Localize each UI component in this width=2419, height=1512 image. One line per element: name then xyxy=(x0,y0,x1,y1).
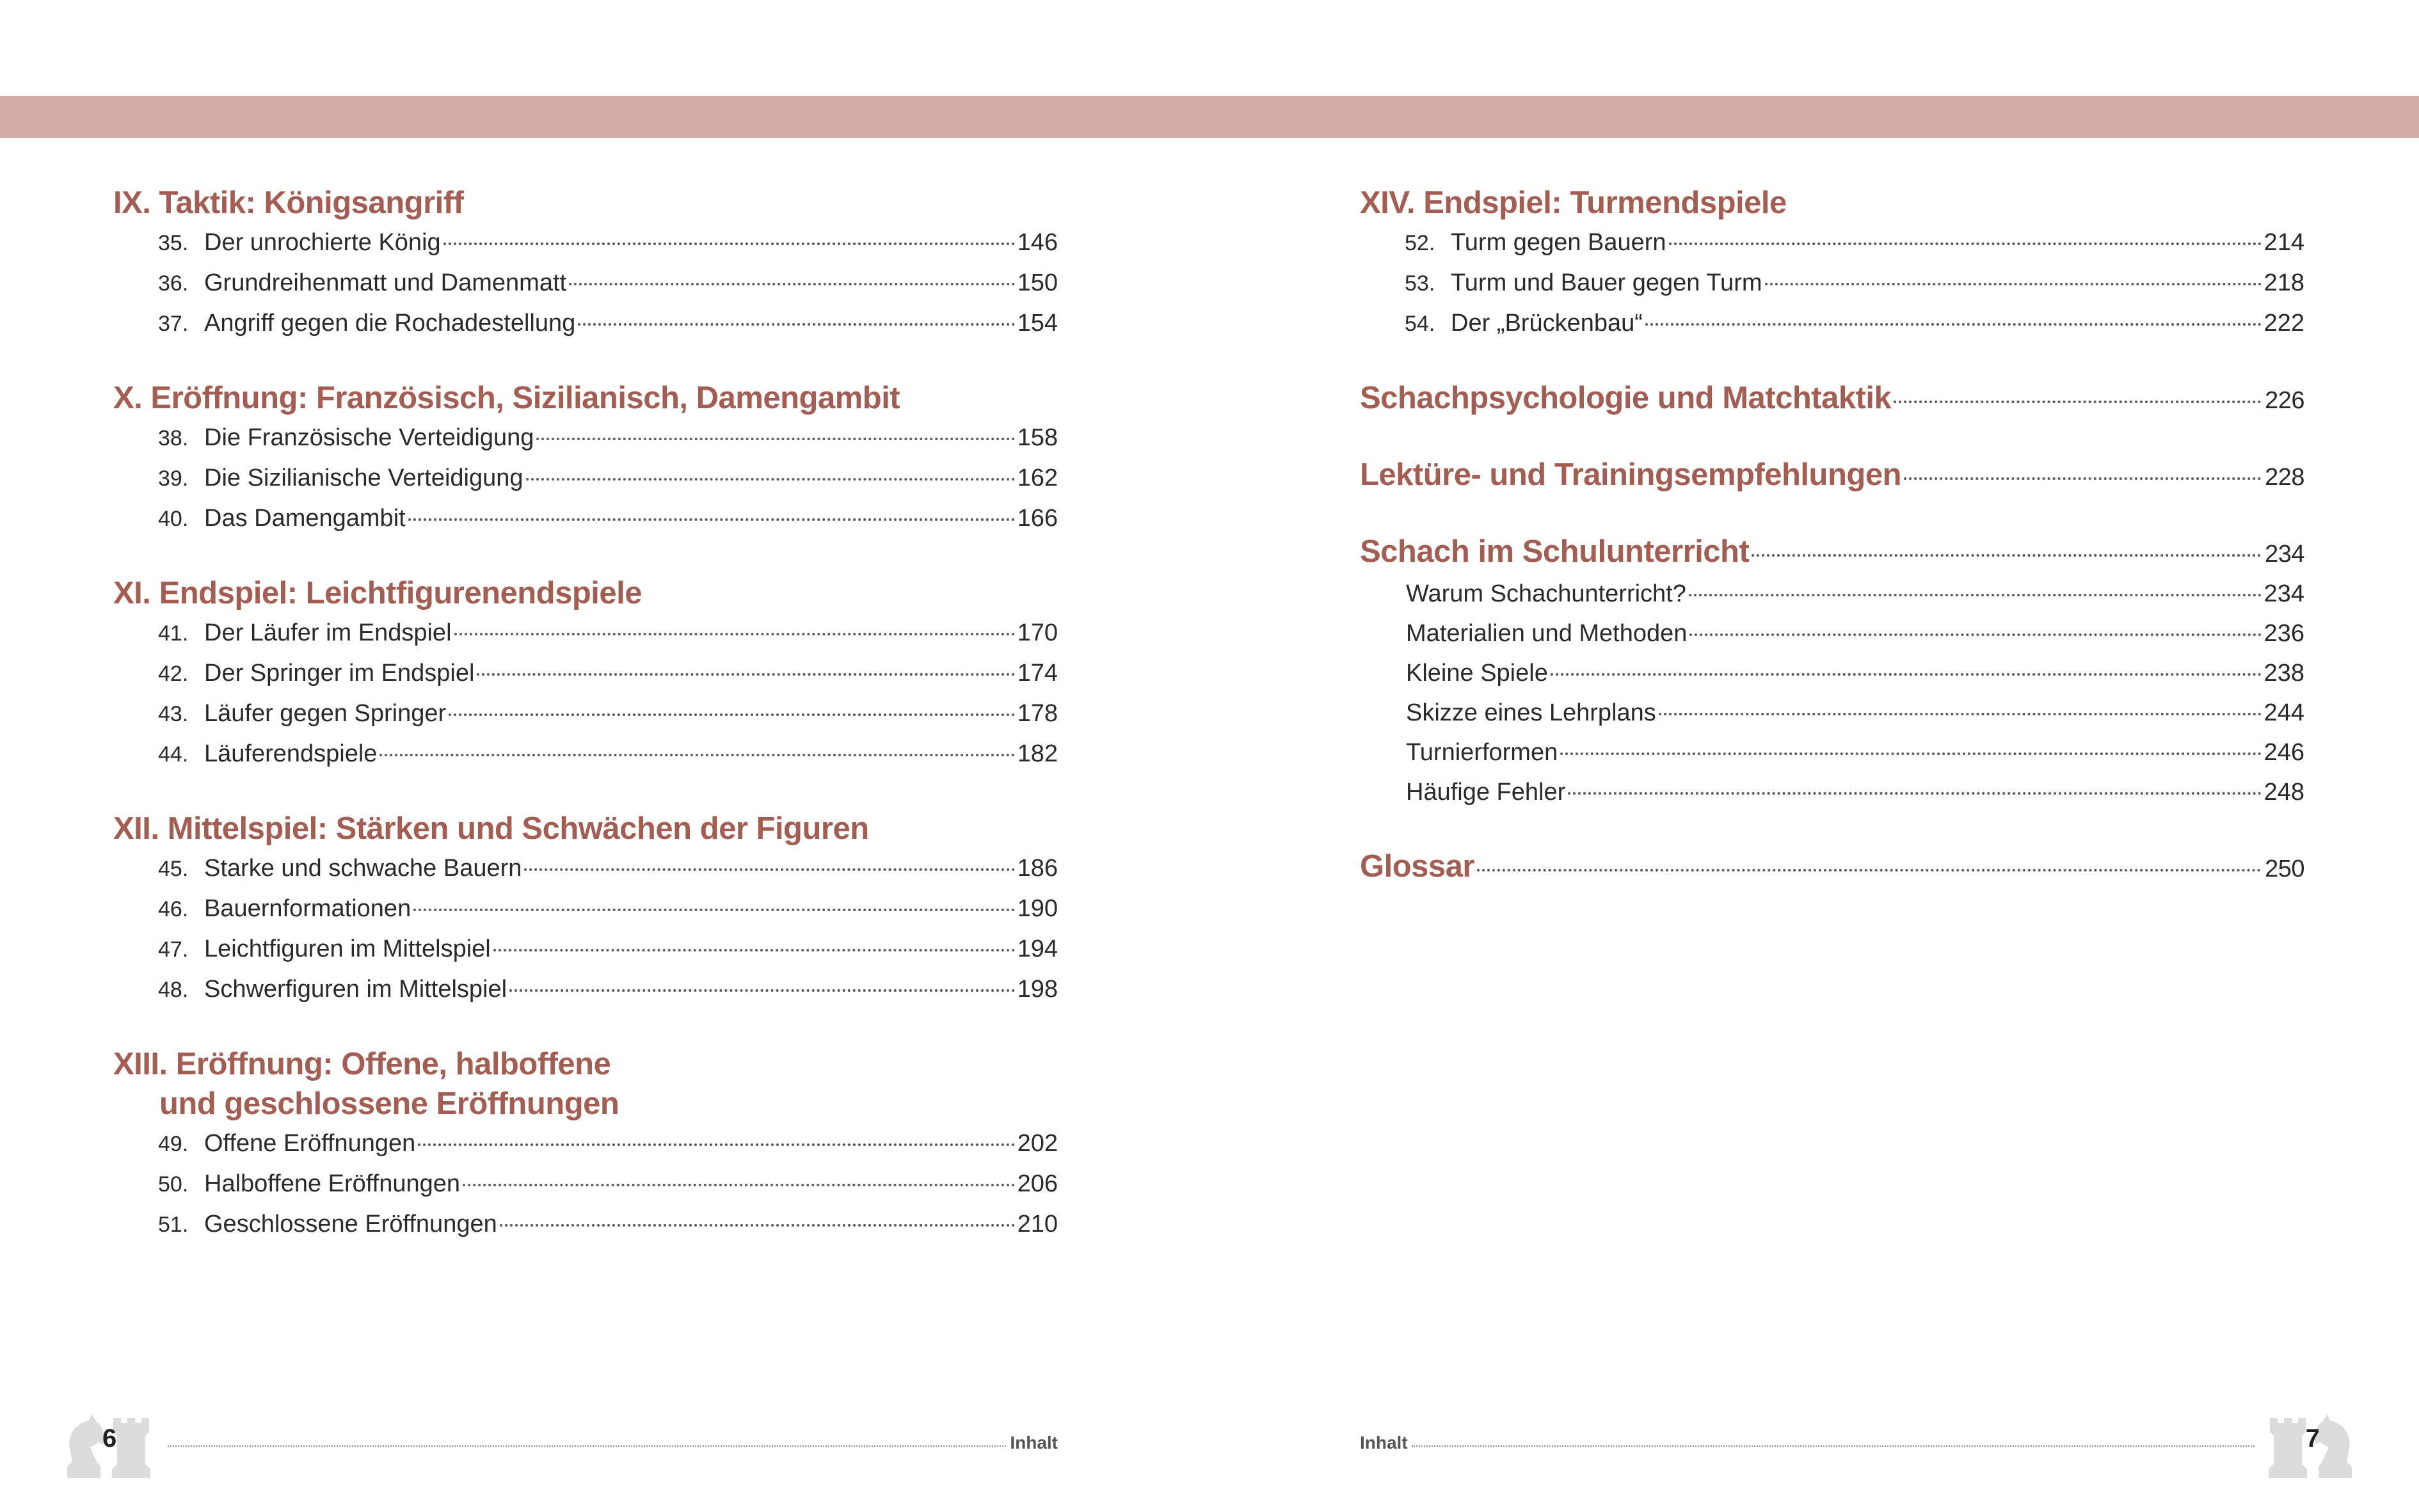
entry-page: 236 xyxy=(2263,620,2304,647)
entry-title: Grundreihenmatt und Damenmatt xyxy=(204,269,567,296)
entry-title: Der Springer im Endspiel xyxy=(204,660,475,687)
entry-page: 194 xyxy=(1017,935,1058,962)
entry-page: 150 xyxy=(1017,269,1058,296)
entry-page: 206 xyxy=(1017,1170,1058,1197)
entry-number: 51. xyxy=(158,1213,189,1237)
entry-number: 53. xyxy=(1405,271,1435,296)
toc-entry[interactable] xyxy=(113,263,1058,303)
dot-leader xyxy=(1551,673,2262,676)
entry-title: Turm gegen Bauern xyxy=(1451,229,1666,256)
entry-number: 40. xyxy=(158,507,189,531)
entry-number: 35. xyxy=(158,231,189,255)
entry-page: 238 xyxy=(2263,660,2304,687)
dot-leader xyxy=(1894,401,2261,403)
entry-number: 50. xyxy=(158,1172,189,1197)
entry-title: Turnierformen xyxy=(1406,739,1558,766)
toc-entry[interactable] xyxy=(113,653,1058,694)
toc-section xyxy=(113,1044,1058,1245)
dot-leader xyxy=(524,868,1014,871)
toc-entry[interactable] xyxy=(113,498,1058,539)
entry-page: 182 xyxy=(1017,740,1058,767)
section-heading-line2: und geschlossene Eröffnungen xyxy=(159,1086,619,1121)
toc-section xyxy=(1360,378,2304,420)
section-heading-line1: XIII. Eröffnung: Offene, halboffene xyxy=(113,1047,611,1081)
toc-entry[interactable] xyxy=(113,613,1058,653)
entry-page: 248 xyxy=(2263,779,2304,806)
dot-leader xyxy=(526,478,1015,481)
section-heading[interactable]: XII. Mittelspiel: Stärken und Schwächen der Figuren xyxy=(113,811,869,846)
entry-number: 42. xyxy=(158,662,189,686)
toc-section xyxy=(1360,847,2304,889)
toc-entry[interactable] xyxy=(113,1204,1058,1245)
entry-title: Skizze eines Lehrplans xyxy=(1406,699,1656,726)
header-band xyxy=(0,96,2419,138)
page-number: 6 xyxy=(102,1424,117,1452)
section-heading[interactable] xyxy=(113,1044,1058,1124)
entry-number: 54. xyxy=(1405,312,1435,336)
dot-leader xyxy=(477,673,1014,676)
entry-page: 202 xyxy=(1017,1130,1058,1157)
toc-section xyxy=(113,378,1058,539)
entry-number: 41. xyxy=(158,621,189,646)
entry-page: 158 xyxy=(1017,424,1058,451)
entry-title: Häufige Fehler xyxy=(1406,779,1566,806)
dot-leader xyxy=(1560,752,2261,755)
entry-number: 38. xyxy=(158,426,189,450)
toc-section xyxy=(113,183,1058,344)
entry-title: Kleine Spiele xyxy=(1406,660,1548,687)
footer-label: Inhalt xyxy=(1360,1433,1408,1452)
toc-entry[interactable] xyxy=(113,694,1058,734)
entry-number: 49. xyxy=(158,1132,189,1156)
dot-leader xyxy=(408,518,1015,521)
dot-leader xyxy=(379,754,1014,756)
entry-page: 210 xyxy=(1017,1211,1058,1237)
entry-page: 234 xyxy=(2265,541,2304,568)
dot-leader xyxy=(578,323,1014,326)
section-heading[interactable]: XI. Endspiel: Leichtfigurenendspiele xyxy=(113,576,643,610)
footer-dot-leader xyxy=(168,1445,1006,1447)
entry-title: Warum Schachunterricht? xyxy=(1406,580,1686,607)
toc-entry[interactable] xyxy=(1360,223,2304,263)
entry-page: 214 xyxy=(2263,229,2304,256)
dot-leader xyxy=(509,989,1015,992)
dot-leader xyxy=(454,633,1015,635)
toc-entry[interactable] xyxy=(113,734,1058,774)
toc-entry[interactable] xyxy=(1360,303,2304,344)
dot-leader xyxy=(1477,869,2261,871)
toc-entry[interactable] xyxy=(1360,574,2304,614)
toc-entry[interactable] xyxy=(113,848,1058,889)
entry-page: 218 xyxy=(2263,269,2304,296)
entry-title: Der Läufer im Endspiel xyxy=(204,619,452,646)
dot-leader xyxy=(463,1184,1015,1186)
entry-title: Materialien und Methoden xyxy=(1406,620,1688,647)
dot-leader xyxy=(493,949,1015,951)
entry-page: 154 xyxy=(1017,310,1058,337)
entry-page: 234 xyxy=(2263,580,2304,607)
entry-title: Die Französische Verteidigung xyxy=(204,424,534,451)
footer-label: Inhalt xyxy=(1010,1433,1058,1452)
section-heading-title: Glossar xyxy=(1360,849,1474,884)
section-heading-title: Lektüre- und Trainingsempfehlungen xyxy=(1360,458,1902,492)
entry-number: 52. xyxy=(1405,231,1435,255)
entry-page: 198 xyxy=(1017,976,1058,1003)
entry-page: 228 xyxy=(2265,464,2304,491)
entry-page: 162 xyxy=(1017,465,1058,491)
section-heading[interactable] xyxy=(1360,847,2304,889)
toc-entry[interactable] xyxy=(1360,653,2304,693)
entry-title: Der „Brückenbau“ xyxy=(1451,310,1643,337)
dot-leader xyxy=(1659,713,2262,715)
toc-entry[interactable] xyxy=(113,1124,1058,1164)
toc-left-page xyxy=(113,183,1058,1279)
toc-section xyxy=(1360,532,2304,812)
entry-title: Starke und schwache Bauern xyxy=(204,855,522,882)
entry-title: Leichtfiguren im Mittelspiel xyxy=(204,935,491,962)
entry-title: Geschlossene Eröffnungen xyxy=(204,1211,497,1237)
entry-page: 186 xyxy=(1017,855,1058,882)
section-heading-title: Schachpsychologie und Matchtaktik xyxy=(1360,381,1892,415)
entry-page: 244 xyxy=(2263,699,2304,726)
toc-entry[interactable] xyxy=(1360,733,2304,772)
entry-number: 47. xyxy=(158,937,189,962)
toc-entry[interactable] xyxy=(113,458,1058,498)
section-heading[interactable]: X. Eröffnung: Französisch, Sizilianisch, Damengambit xyxy=(113,381,900,415)
entry-page: 250 xyxy=(2265,855,2304,882)
section-heading[interactable] xyxy=(1360,455,2304,497)
section-heading[interactable] xyxy=(1360,532,2304,574)
dot-leader xyxy=(1904,477,2261,480)
entry-title: Der unrochierte König xyxy=(204,229,441,256)
toc-entry[interactable] xyxy=(113,303,1058,344)
entry-page: 226 xyxy=(2265,387,2304,414)
toc-entry[interactable] xyxy=(113,889,1058,929)
dot-leader xyxy=(500,1224,1015,1227)
toc-entry[interactable] xyxy=(1360,263,2304,303)
dot-leader xyxy=(1752,554,2261,557)
entry-title: Schwerfiguren im Mittelspiel xyxy=(204,976,507,1003)
entry-number: 37. xyxy=(158,312,189,336)
entry-number: 43. xyxy=(158,702,189,726)
entry-title: Das Damengambit xyxy=(204,505,406,532)
section-heading[interactable]: XIV. Endspiel: Turmendspiele xyxy=(1360,186,1787,220)
toc-entry[interactable] xyxy=(1360,614,2304,653)
entry-title: Die Sizilianische Verteidigung xyxy=(204,465,523,491)
toc-right-page xyxy=(1360,183,2304,923)
entry-number: 36. xyxy=(158,271,189,296)
dot-leader xyxy=(1765,283,2262,285)
toc-entry[interactable] xyxy=(113,1164,1058,1204)
entry-page: 246 xyxy=(2263,739,2304,766)
entry-page: 222 xyxy=(2263,310,2304,337)
toc-section xyxy=(1360,183,2304,344)
dot-leader xyxy=(418,1143,1014,1146)
entry-page: 178 xyxy=(1017,700,1058,727)
dot-leader xyxy=(413,909,1014,911)
entry-title: Läuferendspiele xyxy=(204,740,378,767)
toc-entry[interactable] xyxy=(113,223,1058,263)
entry-page: 174 xyxy=(1017,660,1058,687)
dot-leader xyxy=(1689,633,2261,636)
section-heading-title: Schach im Schulunterricht xyxy=(1360,534,1750,569)
entry-page: 190 xyxy=(1017,895,1058,922)
toc-section xyxy=(113,809,1058,1010)
section-heading[interactable] xyxy=(1360,378,2304,420)
entry-title: Offene Eröffnungen xyxy=(204,1130,416,1157)
dot-leader xyxy=(1568,792,2261,795)
page-footer-left xyxy=(102,1424,1058,1453)
toc-entry[interactable] xyxy=(113,418,1058,458)
entry-number: 45. xyxy=(158,857,189,881)
entry-number: 44. xyxy=(158,742,189,767)
entry-number: 48. xyxy=(158,978,189,1002)
section-heading[interactable]: IX. Taktik: Königsangriff xyxy=(113,186,464,220)
entry-title: Halboffene Eröffnungen xyxy=(204,1170,461,1197)
entry-title: Angriff gegen die Rochadestellung xyxy=(204,310,576,337)
page-footer-right xyxy=(1360,1424,2320,1453)
toc-section xyxy=(1360,455,2304,497)
entry-number: 39. xyxy=(158,466,189,491)
entry-title: Läufer gegen Springer xyxy=(204,700,447,727)
dot-leader xyxy=(1689,594,2262,596)
entry-title: Bauernformationen xyxy=(204,895,411,922)
page-number: 7 xyxy=(2305,1424,2320,1452)
footer-dot-leader xyxy=(1412,1445,2255,1447)
toc-section xyxy=(113,573,1058,774)
toc-entry[interactable] xyxy=(113,929,1058,969)
entry-page: 146 xyxy=(1017,229,1058,256)
dot-leader xyxy=(1669,243,2262,245)
toc-entry[interactable] xyxy=(113,969,1058,1010)
entry-number: 46. xyxy=(158,897,189,921)
dot-leader xyxy=(443,243,1015,245)
entry-title: Turm und Bauer gegen Turm xyxy=(1451,269,1762,296)
entry-page: 170 xyxy=(1017,619,1058,646)
dot-leader xyxy=(1645,323,2262,326)
entry-page: 166 xyxy=(1017,505,1058,532)
toc-entry[interactable] xyxy=(1360,693,2304,733)
dot-leader xyxy=(449,713,1014,716)
dot-leader xyxy=(536,438,1014,440)
dot-leader xyxy=(569,283,1015,285)
toc-entry[interactable] xyxy=(1360,772,2304,812)
